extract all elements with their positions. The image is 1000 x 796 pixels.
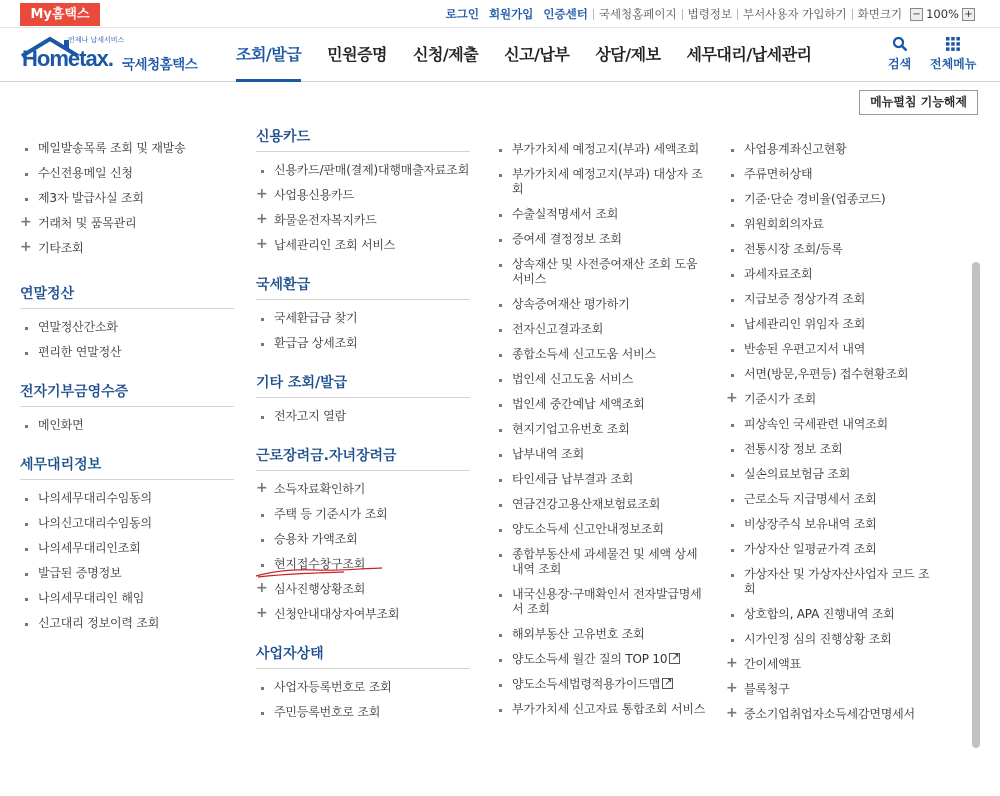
group-title: 사업자상태 [256,639,470,669]
list-item[interactable]: 주민등록번호로 조회 [256,700,470,725]
list-item[interactable]: 승용차 가액조회 [256,527,470,552]
list-item[interactable]: 종합부동산세 과세물건 및 세액 상세내역 조회 [494,542,706,582]
cert-center-link[interactable]: 인증센터 [543,7,588,21]
zoom-out-button[interactable]: − [910,8,923,21]
group-business-status [256,639,470,725]
dept-user-signup-link[interactable]: 부서사용자 가입하기 [743,7,847,21]
list-item[interactable]: 비상장주식 보유내역 조회 [726,512,938,537]
group-other-lookup [256,368,470,429]
group-tax-refund [256,270,470,356]
login-link[interactable]: 로그인 [445,7,479,21]
list-item[interactable]: 국세환급금 찾기 [256,306,470,331]
list-item[interactable]: 상속증여재산 평가하기 [494,292,706,317]
list-item[interactable]: 제3자 발급사실 조회 [20,186,234,211]
header [0,28,1000,82]
utility-bar [0,0,1000,28]
list-item[interactable]: 전자고지 열람 [256,404,470,429]
list-item[interactable]: 메인화면 [20,413,234,438]
list-item[interactable]: 메일발송목록 조회 및 재발송 [20,136,234,161]
nav-lookup-issue[interactable]: 조회/발급 [236,28,301,82]
grid-menu-icon [945,36,961,52]
list-item[interactable]: 주택 등 기준시가 조회 [256,502,470,527]
vertical-scrollbar[interactable] [972,262,980,748]
list-item[interactable]: 주류면허상태 [726,162,938,187]
hometax-logo[interactable] [20,34,202,76]
list-item[interactable]: 환급금 상세조회 [256,331,470,356]
list-item[interactable]: 상호합의, APA 진행내역 조회 [726,602,938,627]
list-item[interactable]: 증여세 결정정보 조회 [494,227,706,252]
group-title: 근로장려금.자녀장려금 [256,441,470,471]
list-item[interactable]: + 화물운전자복지카드 [256,208,470,233]
list-item[interactable]: 부가가치세 신고자료 통합조회 서비스 [494,697,706,722]
list-item[interactable] [494,647,706,672]
list-item[interactable]: + 간이세액표 [726,652,938,677]
main-nav [236,28,838,82]
zoom-in-button[interactable]: + [962,8,975,21]
list-item[interactable]: 납부내역 조회 [494,442,706,467]
external-link-icon [669,653,680,664]
list-item-label: 양도소득세법령적용가이드맵 [512,677,661,691]
utility-links [441,6,978,22]
list-item[interactable]: 내국신용장·구매확인서 전자발급명세서 조회 [494,582,706,622]
sitemap-column-2 [256,122,470,737]
list-item[interactable]: + 사업용신용카드 [256,183,470,208]
list-item[interactable]: 신용카드/판매(결제)대행매출자료조회 [256,158,470,183]
list-item[interactable]: 나의세무대리수임동의 [20,486,234,511]
search-icon [892,36,908,52]
list-item[interactable]: 현지접수창구조회 [256,552,470,577]
list-item[interactable]: + 기타조회 [20,236,234,261]
list-item[interactable]: 수출실적명세서 조회 [494,202,706,227]
list-item[interactable]: 현지기업고유번호 조회 [494,417,706,442]
list-item[interactable]: + 기준시가 조회 [726,387,938,412]
list-item[interactable]: 전자신고결과조회 [494,317,706,342]
list-item[interactable]: 종합소득세 신고도움 서비스 [494,342,706,367]
menu-expand-toggle-button[interactable]: 메뉴펼침 기능해제 [859,90,978,115]
sitemap-column-3 [494,137,706,722]
list-item[interactable]: 가상자산 일평균가격 조회 [726,537,938,562]
group-title: 전자기부금영수증 [20,377,234,407]
signup-link[interactable]: 회원가입 [488,7,534,21]
sitemap-top-mask [0,82,960,118]
logo-wordmark: Hometax. [22,46,114,71]
group-credit-card [256,122,470,258]
list-item[interactable]: 사업용계좌신고현황 [726,137,938,162]
screen-size-label: 화면크기 [857,7,903,21]
list-item[interactable]: 기준·단순 경비율(업종코드) [726,187,938,212]
list-item[interactable]: 신고대리 정보이력 조회 [20,611,234,636]
col1-top-list [20,136,234,261]
list-item[interactable]: 해외부동산 고유번호 조회 [494,622,706,647]
group-title: 기타 조회/발급 [256,368,470,398]
red-scribble-annotation [254,565,386,581]
list-item[interactable]: + 납세관리인 조회 서비스 [256,233,470,258]
list-item[interactable]: 시가인정 심의 진행상황 조회 [726,627,938,652]
group-title: 신용카드 [256,122,470,152]
list-item[interactable]: 실손의료보험금 조회 [726,462,938,487]
list-item[interactable]: 납세관리인 위임자 조회 [726,312,938,337]
list-item[interactable]: 나의신고대리수임동의 [20,511,234,536]
group-year-end-settlement [20,279,234,365]
nav-tax-agent[interactable]: 세무대리/납세관리 [686,45,812,64]
list-item[interactable]: 타인세금 납부결과 조회 [494,467,706,492]
group-title: 세무대리정보 [20,450,234,480]
all-menu-label: 전체메뉴 [930,57,977,71]
list-item[interactable]: + 거래처 및 품목관리 [20,211,234,236]
list-item[interactable]: 근로소득 지급명세서 조회 [726,487,938,512]
list-item[interactable]: + 블록청구 [726,677,938,702]
nav-civil-certificate[interactable]: 민원증명 [327,45,387,64]
list-item[interactable]: 반송된 우편고지서 내역 [726,337,938,362]
my-hometax-button[interactable]: My홈택스 [20,3,100,26]
list-item[interactable]: 편리한 연말정산 [20,340,234,365]
list-item[interactable]: 연말정산간소화 [20,315,234,340]
list-item[interactable]: 나의세무대리인 해임 [20,586,234,611]
list-item[interactable]: 상속재산 및 사전증여재산 조회 도움 서비스 [494,252,706,292]
list-item[interactable]: 법인세 신고도움 서비스 [494,367,706,392]
nts-homepage-link[interactable]: 국세청홈페이지 [598,7,677,21]
list-item[interactable]: 나의세무대리인조회 [20,536,234,561]
list-item[interactable]: 양도소득세 신고안내정보조회 [494,517,706,542]
list-item[interactable]: 위원회회의자료 [726,212,938,237]
group-title: 연말정산 [20,279,234,309]
list-item[interactable]: 전통시장 조회/등록 [726,237,938,262]
nav-consult-report[interactable]: 상담/제보 [595,45,661,64]
list-item[interactable]: 가상자산 및 가상자산사업자 코드 조회 [726,562,938,602]
search-label: 검색 [888,57,912,71]
list-item[interactable]: + 중소기업취업자소득세감면명세서 [726,702,938,727]
list-item[interactable]: 부가가치세 예정고지(부과) 세액조회 [494,137,706,162]
logo-korean-name: 국세청홈택스 [122,57,198,73]
list-item[interactable]: + 신청안내대상자여부조회 [256,602,470,627]
group-earned-income-credit [256,441,470,627]
nav-report-pay[interactable]: 신고/납부 [504,45,570,64]
list-item[interactable]: 지급보증 정상가격 조회 [726,287,938,312]
list-item[interactable]: 발급된 증명정보 [20,561,234,586]
list-item[interactable] [494,672,706,697]
all-menu-button[interactable] [930,36,976,72]
list-item[interactable]: + 심사진행상황조회 [256,577,470,602]
group-tax-agent-info [20,450,234,636]
list-item[interactable]: 서면(방문,우편등) 접수현황조회 [726,362,938,387]
zoom-level: 100% [926,7,959,21]
list-item[interactable]: + 소득자료확인하기 [256,477,470,502]
list-item[interactable]: 수신전용메일 신청 [20,161,234,186]
list-item[interactable]: 법인세 중간예납 세액조회 [494,392,706,417]
list-item[interactable]: 부가가치세 예정고지(부과) 대상자 조회 [494,162,706,202]
law-info-link[interactable]: 법령정보 [687,7,733,21]
search-button[interactable] [888,36,911,72]
list-item[interactable]: 전통시장 정보 조회 [726,437,938,462]
group-title: 국세환급 [256,270,470,300]
sitemap-column-4 [726,137,938,727]
sitemap-column-1 [20,136,234,648]
external-link-icon [662,678,673,689]
list-item[interactable]: 연금건강고용산재보험료조회 [494,492,706,517]
list-item[interactable]: 과세자료조회 [726,262,938,287]
list-item[interactable]: 피상속인 국세관련 내역조회 [726,412,938,437]
list-item-label: 양도소득세 월간 질의 TOP 10 [512,652,668,666]
list-item[interactable]: 사업자등록번호로 조회 [256,675,470,700]
group-donation-receipt [20,377,234,438]
nav-apply-submit[interactable]: 신청/제출 [413,45,479,64]
logo-tagline: 언제나 납세서비스 [68,36,125,44]
